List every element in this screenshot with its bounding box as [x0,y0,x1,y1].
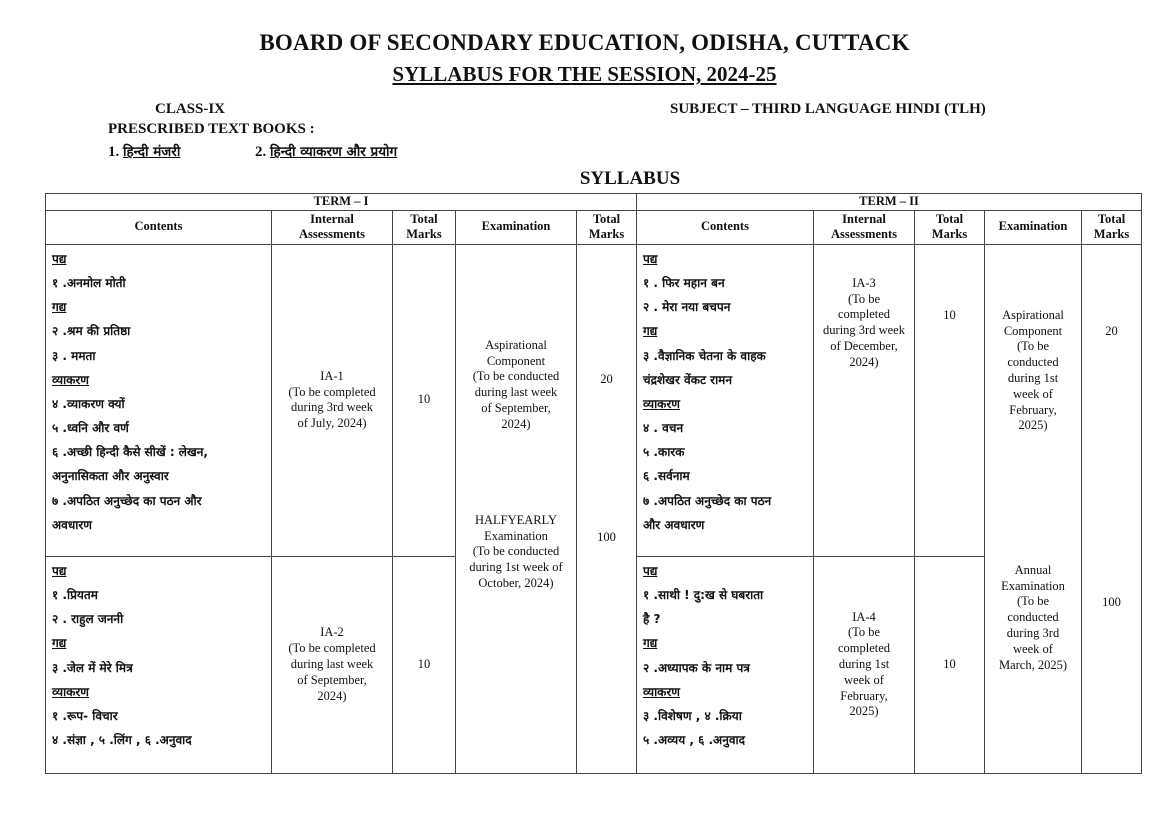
col-total-marks: Total Marks [915,210,985,244]
annual-examination: Annual Examination (To be conducted during 3rd week of March, 2025) [998,562,1068,672]
col-internal-assessments: Internal Assessments [814,210,915,244]
ia-1-marks: 10 [393,244,456,556]
annual-marks: 100 [1102,594,1121,609]
term2-exam-marks [1082,244,1142,773]
syllabus-heading: SYLLABUS [579,168,681,189]
aspirational-component-1: Aspirational Component (To be conducted during last week of September, 2024) [472,337,560,431]
term1-examination [456,244,577,773]
col-internal-assessments: Internal Assessments [272,210,393,244]
ia-3: IA-3 (To be completed during 3rd week of December, 2024) [814,244,915,556]
col-examination: Examination [456,210,577,244]
col-contents: Contents [637,210,814,244]
table-row [46,244,1142,556]
halfyearly-examination: HALFYEARLY Examination (To be conducted during 1st week of October, 2024) [469,512,563,590]
syllabus-table [45,193,1142,774]
subject-label: SUBJECT – THIRD LANGUAGE HINDI (TLH) [670,101,986,117]
term2-contents-2: पद्य १ .साथी ! दु:ख से घबराता है ? गद्य २ .अध्यापक के नाम पत्र व्याकरण ३ .विशेषण , ४ .क्रिया ५ .अव्यय , ६ .अनुवाद [637,556,814,773]
term1-contents-2: पद्य १ .प्रियतम २ . राहुल जननी गद्य ३ .जेल में मेरे मित्र व्याकरण १ .रूप- विचार ४ .संज्ञा , ५ .लिंग , ६ .अनुवाद [46,556,272,773]
term2-contents-1: पद्य १ . फिर महान बन २ . मेरा नया बचपन गद्य ३ .वैज्ञानिक चेतना के वाहक चंद्रशेखर वेंकट रामन व्याकरण ४ . वचन ५ .कारक ६ .सर्वनाम ७ .अपठित अनुच्छेद का पठन और अवधारण [637,244,814,556]
ia-3-marks: 10 [915,244,985,556]
term-2-header: TERM – II [637,194,1142,211]
ia-4-marks: 10 [915,556,985,773]
term1-exam-marks [577,244,637,773]
text-book-2: 2. हिन्दी व्याकरण और प्रयोग [255,144,398,160]
ia-4: IA-4 (To be completed during 1st week of February, 2025) [814,556,915,773]
ia-2: IA-2 (To be completed during last week of September, 2024) [272,556,393,773]
halfyearly-marks: 100 [597,529,616,544]
ia-2-marks: 10 [393,556,456,773]
col-total-marks: Total Marks [1082,210,1142,244]
aspirational-1-marks: 20 [600,371,613,386]
session-title: SYLLABUS FOR THE SESSION, 2024-25 [392,62,777,86]
col-total-marks: Total Marks [577,210,637,244]
term-1-header: TERM – I [46,194,637,211]
text-book-1: 1. हिन्दी मंजरी [108,144,181,160]
class-label: CLASS-IX [155,101,226,117]
term1-contents-1: पद्य १ .अनमोल मोती गद्य २ .श्रम की प्रतिष्ठा ३ . ममता व्याकरण ४ .व्याकरण क्यों ५ .ध्वनि और वर्ण ६ .अच्छी हिन्दी कैसे सीखें : लेखन, अनुनासिकता और अनुस्वार ७ .अपठित अनुच्छेद का पठन और अवधारण [46,244,272,556]
col-total-marks: Total Marks [393,210,456,244]
ia-1: IA-1 (To be completed during 3rd week of July, 2024) [272,244,393,556]
col-examination: Examination [985,210,1082,244]
aspirational-component-2: Aspirational Component (To be conducted during 1st week of February, 2025) [1002,307,1064,433]
board-title: BOARD OF SECONDARY EDUCATION, ODISHA, CUTTACK [259,30,910,55]
term2-examination [985,244,1082,773]
aspirational-2-marks: 20 [1105,323,1118,338]
col-contents: Contents [46,210,272,244]
prescribed-books-label: PRESCRIBED TEXT BOOKS : [108,121,315,137]
